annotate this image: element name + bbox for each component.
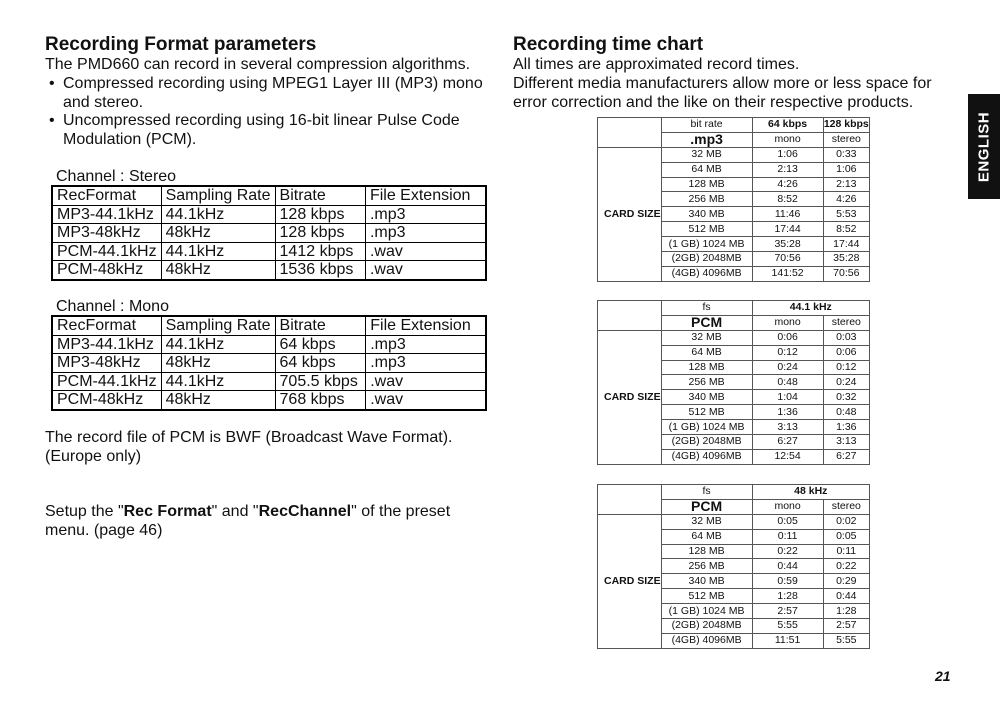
format-header: .mp3	[661, 132, 752, 147]
table-cell: 1412 kbps	[275, 242, 365, 261]
mono-time: 0:59	[752, 574, 823, 589]
column-header: File Extension	[365, 186, 486, 205]
card-size: 256 MB	[661, 192, 752, 207]
stereo-time: 0:29	[823, 574, 869, 589]
language-tab-label: ENGLISH	[975, 111, 993, 182]
mono-time: 0:12	[752, 345, 823, 360]
card-size: 340 MB	[661, 574, 752, 589]
mono-time: 1:36	[752, 405, 823, 420]
card-size: 32 MB	[661, 330, 752, 345]
card-size: 512 MB	[661, 405, 752, 420]
stereo-time: 5:55	[823, 633, 869, 648]
stereo-format-table	[51, 185, 487, 281]
table-row	[52, 335, 486, 354]
table-cell: .mp3	[366, 354, 486, 373]
bullet-pcm: • Uncompressed recording using 16-bit linear Pulse Code Modulation (PCM).	[45, 112, 513, 149]
mono-header: mono	[752, 499, 823, 514]
table-cell: 1536 kbps	[275, 261, 365, 280]
mp3-time-table	[597, 117, 870, 282]
card-size: 64 MB	[661, 345, 752, 360]
stereo-time: 1:06	[823, 162, 869, 177]
setup-rec-format: Rec Format	[123, 503, 212, 520]
stereo-time: 4:26	[823, 192, 869, 207]
sampling-rate-header: 44.1 kHz	[752, 301, 869, 316]
table-cell: .wav	[366, 372, 486, 391]
pcm-48k-time-table	[597, 484, 870, 649]
table-row	[52, 205, 486, 224]
stereo-time: 0:33	[823, 147, 869, 162]
card-size: 340 MB	[661, 207, 752, 222]
column-header: Sampling Rate	[161, 186, 275, 205]
mono-time: 6:27	[752, 435, 823, 450]
stereo-label: Channel : Stereo	[56, 168, 177, 185]
table-cell: .mp3	[366, 335, 486, 354]
stereo-header: stereo	[823, 132, 869, 147]
card-size: 128 MB	[661, 544, 752, 559]
stereo-time: 0:11	[823, 544, 869, 559]
stereo-time: 0:48	[823, 405, 869, 420]
table-cell: 44.1kHz	[161, 372, 275, 391]
recording-time-title: Recording time chart	[513, 34, 704, 55]
table-cell: 48kHz	[161, 354, 275, 373]
stereo-time: 0:06	[823, 345, 869, 360]
table-cell: PCM-44.1kHz	[52, 242, 161, 261]
card-size: (2GB) 2048MB	[661, 252, 752, 267]
table-cell: 44.1kHz	[161, 205, 275, 224]
header-label: fs	[661, 301, 752, 316]
table-cell: PCM-44.1kHz	[52, 372, 161, 391]
stereo-time: 17:44	[823, 237, 869, 252]
table-cell: 48kHz	[161, 224, 275, 243]
mono-time: 2:13	[752, 162, 823, 177]
card-size: 340 MB	[661, 390, 752, 405]
mono-time: 1:04	[752, 390, 823, 405]
recording-format-title: Recording Format parameters	[45, 34, 317, 55]
bwf-note: The record file of PCM is BWF (Broadcast Wave Format). (Europe only)	[45, 429, 453, 465]
table-row	[598, 147, 870, 162]
card-size-label: CARD SIZE	[598, 147, 662, 281]
format-header: PCM	[661, 315, 752, 330]
table-cell: 44.1kHz	[161, 335, 275, 354]
table-cell: MP3-44.1kHz	[52, 205, 161, 224]
mono-header: mono	[752, 132, 823, 147]
column-header: RecFormat	[52, 316, 161, 335]
stereo-time: 0:02	[823, 514, 869, 529]
card-size: (2GB) 2048MB	[661, 619, 752, 634]
mono-time: 12:54	[752, 449, 823, 464]
header-label: bit rate	[661, 118, 752, 133]
card-size-label: CARD SIZE	[598, 514, 662, 648]
stereo-header: stereo	[823, 499, 869, 514]
sampling-rate-header: 48 kHz	[752, 485, 869, 500]
column-header: Bitrate	[275, 186, 365, 205]
mono-time: 1:28	[752, 589, 823, 604]
setup-note	[45, 503, 485, 540]
table-cell: 128 kbps	[275, 224, 365, 243]
mono-time: 1:06	[752, 147, 823, 162]
mono-time: 0:24	[752, 360, 823, 375]
mono-time: 35:28	[752, 237, 823, 252]
mono-time: 4:26	[752, 177, 823, 192]
intro-text: The PMD660 can record in several compression algorithms.	[45, 56, 471, 73]
table-row	[598, 330, 870, 345]
card-size-label: CARD SIZE	[598, 330, 662, 464]
table-cell: .mp3	[365, 205, 486, 224]
setup-text: " of the preset menu. (page 46)	[45, 503, 451, 539]
card-size: (4GB) 4096MB	[661, 449, 752, 464]
table-cell: 64 kbps	[275, 335, 366, 354]
format-header: PCM	[661, 499, 752, 514]
stereo-time: 2:57	[823, 619, 869, 634]
mono-header: mono	[752, 315, 823, 330]
header-label: fs	[661, 485, 752, 500]
table-row	[598, 301, 870, 316]
blank-corner	[598, 485, 662, 515]
stereo-time: 0:44	[823, 589, 869, 604]
card-size: (4GB) 4096MB	[661, 266, 752, 281]
stereo-time: 1:28	[823, 604, 869, 619]
table-cell: MP3-48kHz	[52, 354, 161, 373]
mono-time: 0:44	[752, 559, 823, 574]
mono-time: 17:44	[752, 222, 823, 237]
bitrate-header: 64 kbps	[752, 118, 823, 133]
card-size: 512 MB	[661, 222, 752, 237]
card-size: 256 MB	[661, 559, 752, 574]
table-cell: 44.1kHz	[161, 242, 275, 261]
stereo-time: 0:32	[823, 390, 869, 405]
table-cell: 705.5 kbps	[275, 372, 366, 391]
table-cell: PCM-48kHz	[52, 261, 161, 280]
mono-time: 141:52	[752, 266, 823, 281]
stereo-time: 35:28	[823, 252, 869, 267]
approx-note: All times are approximated record times.	[513, 56, 800, 73]
card-size: 256 MB	[661, 375, 752, 390]
table-cell: .wav	[365, 242, 486, 261]
stereo-time: 6:27	[823, 449, 869, 464]
stereo-time: 3:13	[823, 435, 869, 450]
pcm-44k-time-table	[597, 300, 870, 465]
mono-time: 70:56	[752, 252, 823, 267]
stereo-time: 2:13	[823, 177, 869, 192]
table-cell: .wav	[366, 391, 486, 410]
table-cell: PCM-48kHz	[52, 391, 161, 410]
table-row	[52, 224, 486, 243]
mono-time: 11:51	[752, 633, 823, 648]
setup-text: " and "	[211, 503, 259, 520]
mono-time: 2:57	[752, 604, 823, 619]
card-size: (4GB) 4096MB	[661, 633, 752, 648]
stereo-time: 8:52	[823, 222, 869, 237]
stereo-time: 0:12	[823, 360, 869, 375]
card-size: (1 GB) 1024 MB	[661, 420, 752, 435]
mono-time: 0:11	[752, 529, 823, 544]
table-cell: 48kHz	[161, 261, 275, 280]
bullet-mp3: • Compressed recording using MPEG1 Layer III (MP3) mono and stereo.	[45, 75, 493, 112]
card-size: 512 MB	[661, 589, 752, 604]
card-size: (1 GB) 1024 MB	[661, 237, 752, 252]
bitrate-header: 128 kbps	[823, 118, 869, 131]
card-size: 64 MB	[661, 162, 752, 177]
mono-time: 8:52	[752, 192, 823, 207]
table-row	[598, 485, 870, 500]
page-number: 21	[935, 668, 951, 684]
table-cell: .mp3	[365, 224, 486, 243]
card-size: (2GB) 2048MB	[661, 435, 752, 450]
table-cell: 64 kbps	[275, 354, 366, 373]
table-cell: MP3-44.1kHz	[52, 335, 161, 354]
mono-time: 0:05	[752, 514, 823, 529]
card-size: 128 MB	[661, 360, 752, 375]
table-cell: 128 kbps	[275, 205, 365, 224]
stereo-time: 0:03	[823, 330, 869, 345]
media-note: Different media manufacturers allow more or less space for error correction and the like on their respective products.	[513, 75, 932, 111]
table-row	[52, 372, 486, 391]
stereo-time: 0:22	[823, 559, 869, 574]
setup-text: Setup the "	[45, 503, 124, 520]
card-size: 32 MB	[661, 147, 752, 162]
column-header: File Extension	[366, 316, 486, 335]
column-header: RecFormat	[52, 186, 161, 205]
table-cell: MP3-48kHz	[52, 224, 161, 243]
stereo-time: 70:56	[823, 266, 869, 281]
table-row	[52, 316, 486, 335]
table-row	[52, 242, 486, 261]
column-header: Sampling Rate	[161, 316, 275, 335]
column-header: Bitrate	[275, 316, 366, 335]
table-row	[52, 354, 486, 373]
card-size: 32 MB	[661, 514, 752, 529]
mono-format-table	[51, 315, 487, 411]
table-row	[52, 186, 486, 205]
mono-time: 3:13	[752, 420, 823, 435]
stereo-time: 0:05	[823, 529, 869, 544]
card-size: 64 MB	[661, 529, 752, 544]
table-row	[598, 118, 870, 133]
table-cell: 768 kbps	[275, 391, 366, 410]
mono-time: 0:48	[752, 375, 823, 390]
stereo-header: stereo	[823, 315, 869, 330]
mono-time: 0:06	[752, 330, 823, 345]
stereo-time: 0:24	[823, 375, 869, 390]
card-size: 128 MB	[661, 177, 752, 192]
language-tab	[968, 94, 1000, 199]
table-cell: 48kHz	[161, 391, 275, 410]
stereo-time: 5:53	[823, 207, 869, 222]
mono-time: 5:55	[752, 619, 823, 634]
card-size: (1 GB) 1024 MB	[661, 604, 752, 619]
table-cell: .wav	[365, 261, 486, 280]
mono-time: 11:46	[752, 207, 823, 222]
blank-corner	[598, 118, 662, 148]
mono-label: Channel : Mono	[56, 298, 169, 315]
setup-rec-channel: RecChannel	[258, 503, 352, 520]
blank-corner	[598, 301, 662, 331]
stereo-time: 1:36	[823, 420, 869, 435]
table-row	[598, 514, 870, 529]
table-row	[52, 391, 486, 410]
mono-time: 0:22	[752, 544, 823, 559]
table-row	[52, 261, 486, 280]
